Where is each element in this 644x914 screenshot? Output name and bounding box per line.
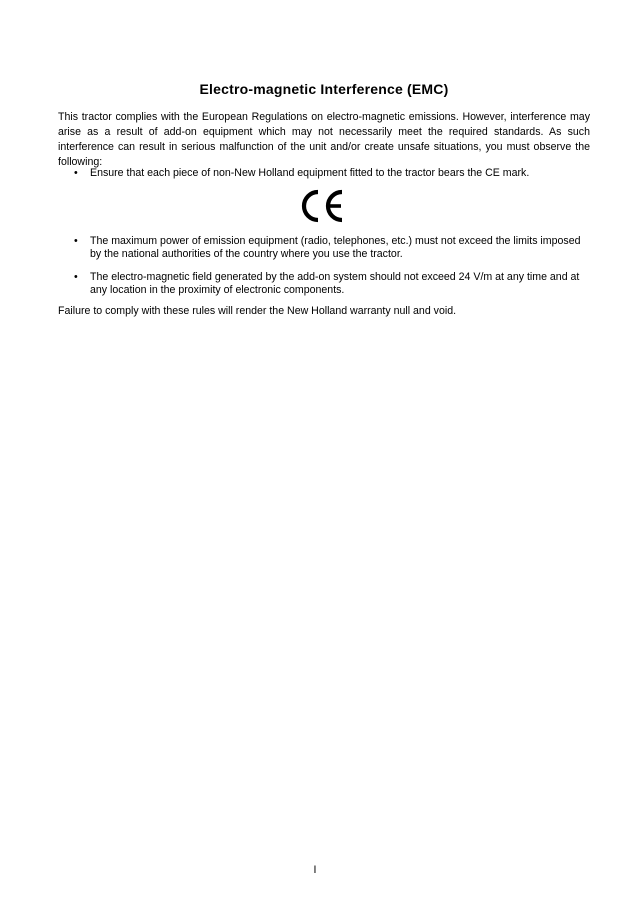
bullet-marker: • [74, 235, 78, 247]
intro-paragraph: This tractor complies with the European Regulations on electro-magnetic emissions. However, interference may arise as a result of add-on equipment which may not necessarily meet the required standards. As such interference can result in serious malfunction of the unit and/or create unsafe situations, you must observe the following: [58, 111, 590, 168]
bullet-item-ce-mark [74, 167, 590, 180]
bullet-text: The electro-magnetic field generated by the add-on system should not exceed 24 V/m at any time and at any location in the proximity of electronic components. [90, 271, 580, 296]
page-title: Electro-magnetic Interference (EMC) [199, 81, 449, 97]
bullet-marker: • [74, 167, 78, 179]
bullet-text: The maximum power of emission equipment (radio, telephones, etc.) must not exceed the limits imposed by the national authorities of the country where you use the tractor. [90, 235, 581, 260]
closing-paragraph: Failure to comply with these rules will render the New Holland warranty null and void. [58, 305, 457, 317]
bullet-item-field-limit [74, 271, 590, 296]
ce-mark-icon [300, 188, 346, 224]
bullet-item-emission-power [74, 235, 590, 260]
bullet-marker: • [74, 271, 78, 283]
page-number: I [313, 864, 317, 876]
bullet-text: Ensure that each piece of non-New Holland equipment fitted to the tractor bears the CE mark. [90, 167, 530, 179]
